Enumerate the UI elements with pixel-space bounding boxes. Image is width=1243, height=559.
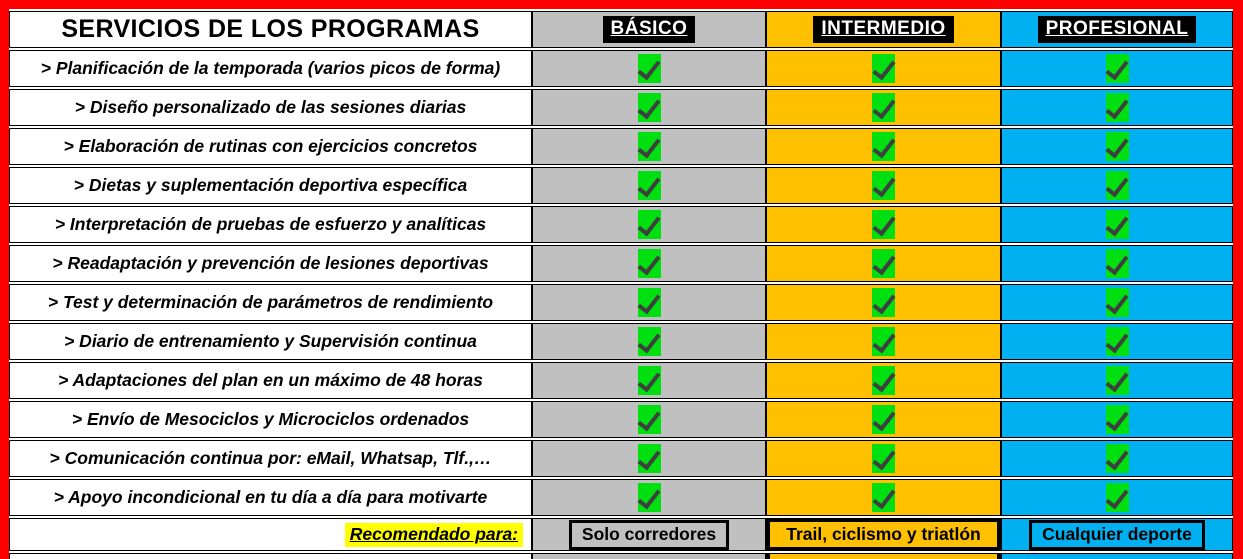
recommended-row	[9, 518, 1233, 551]
recommended-for-cell	[9, 518, 532, 551]
service-cell-profesional	[1001, 50, 1233, 87]
check-icon	[638, 327, 661, 356]
service-label: > Test y determinación de parámetros de rendimiento	[47, 292, 494, 312]
check-icon	[872, 249, 895, 278]
check-icon	[638, 405, 661, 434]
check-icon	[1106, 288, 1129, 317]
check-icon	[1106, 327, 1129, 356]
service-cell-basico	[532, 323, 766, 360]
service-label: > Interpretación de pruebas de esfuerzo y analíticas	[54, 214, 487, 234]
check-icon	[872, 132, 895, 161]
partial-cell-basico	[532, 553, 766, 559]
check-icon	[872, 210, 895, 239]
service-cell-profesional	[1001, 89, 1233, 126]
check-icon	[872, 444, 895, 473]
service-label-cell	[9, 284, 532, 321]
service-cell-profesional	[1001, 323, 1233, 360]
service-label-cell	[9, 50, 532, 87]
service-label-cell	[9, 479, 532, 516]
table-row	[9, 128, 1233, 165]
check-icon	[872, 288, 895, 317]
table-row	[9, 401, 1233, 438]
service-rows	[9, 50, 1233, 516]
table-row	[9, 440, 1233, 477]
table-row	[9, 284, 1233, 321]
service-cell-intermedio	[766, 323, 1001, 360]
partial-cell-intermedio	[766, 553, 1001, 559]
partial-bottom-row	[9, 553, 1233, 559]
recommendation-profesional: Cualquier deporte	[1029, 520, 1205, 550]
service-cell-profesional	[1001, 245, 1233, 282]
table-row	[9, 323, 1233, 360]
service-cell-profesional	[1001, 128, 1233, 165]
check-icon	[1106, 210, 1129, 239]
plan-header-intermedio: INTERMEDIO	[813, 16, 953, 43]
plan-column-intermedio	[766, 11, 1001, 48]
service-label-cell	[9, 245, 532, 282]
check-icon	[872, 327, 895, 356]
recommendation-basico: Solo corredores	[569, 520, 729, 550]
comparison-table	[9, 9, 1233, 559]
service-cell-intermedio	[766, 284, 1001, 321]
service-cell-basico	[532, 401, 766, 438]
service-label: > Envío de Mesociclos y Microciclos ordenados	[71, 409, 470, 429]
service-label-cell	[9, 362, 532, 399]
service-label: > Dietas y suplementación deportiva específica	[73, 175, 468, 195]
service-cell-profesional	[1001, 206, 1233, 243]
table-title: SERVICIOS DE LOS PROGRAMAS	[9, 11, 532, 48]
plan-column-profesional	[1001, 11, 1233, 48]
service-label-cell	[9, 128, 532, 165]
service-cell-intermedio	[766, 89, 1001, 126]
table-row	[9, 89, 1233, 126]
table-row	[9, 167, 1233, 204]
service-cell-basico	[532, 440, 766, 477]
service-label: > Diseño personalizado de las sesiones diarias	[74, 97, 467, 117]
check-icon	[638, 288, 661, 317]
plan-header-basico: BÁSICO	[603, 16, 696, 43]
recommendation-cell-intermedio	[766, 518, 1001, 551]
service-cell-basico	[532, 362, 766, 399]
check-icon	[638, 444, 661, 473]
service-label: > Adaptaciones del plan en un máximo de 48 horas	[58, 370, 483, 390]
recommendation-cell-profesional	[1001, 518, 1233, 551]
check-icon	[638, 483, 661, 512]
service-label: > Apoyo incondicional en tu día a día para motivarte	[53, 487, 488, 507]
table-row	[9, 479, 1233, 516]
check-icon	[872, 171, 895, 200]
service-cell-basico	[532, 206, 766, 243]
service-label: > Readaptación y prevención de lesiones deportivas	[52, 253, 489, 273]
plan-column-basico	[532, 11, 766, 48]
check-icon	[872, 483, 895, 512]
service-cell-basico	[532, 128, 766, 165]
service-label-cell	[9, 206, 532, 243]
service-cell-profesional	[1001, 440, 1233, 477]
header-row	[9, 11, 1233, 48]
service-cell-profesional	[1001, 401, 1233, 438]
service-cell-intermedio	[766, 440, 1001, 477]
check-icon	[1106, 54, 1129, 83]
table-row	[9, 206, 1233, 243]
recommendation-cell-basico	[532, 518, 766, 551]
check-icon	[1106, 366, 1129, 395]
service-label-cell	[9, 440, 532, 477]
check-icon	[1106, 132, 1129, 161]
check-icon	[638, 366, 661, 395]
service-cell-profesional	[1001, 167, 1233, 204]
service-cell-intermedio	[766, 206, 1001, 243]
service-label: > Comunicación continua por: eMail, Whatsap, Tlf.,…	[49, 448, 492, 468]
service-label-cell	[9, 167, 532, 204]
service-cell-basico	[532, 284, 766, 321]
service-cell-intermedio	[766, 401, 1001, 438]
check-icon	[638, 93, 661, 122]
service-cell-intermedio	[766, 479, 1001, 516]
check-icon	[1106, 93, 1129, 122]
check-icon	[872, 54, 895, 83]
recommended-for-label: Recomendado para:	[345, 523, 523, 547]
service-cell-basico	[532, 479, 766, 516]
check-icon	[638, 54, 661, 83]
service-cell-profesional	[1001, 362, 1233, 399]
table-row	[9, 362, 1233, 399]
service-cell-basico	[532, 245, 766, 282]
service-label-cell	[9, 401, 532, 438]
check-icon	[1106, 444, 1129, 473]
check-icon	[1106, 171, 1129, 200]
service-cell-basico	[532, 50, 766, 87]
check-icon	[638, 249, 661, 278]
service-cell-intermedio	[766, 50, 1001, 87]
table-row	[9, 50, 1233, 87]
service-cell-intermedio	[766, 245, 1001, 282]
service-label-cell	[9, 89, 532, 126]
check-icon	[1106, 405, 1129, 434]
service-label: > Planificación de la temporada (varios picos de forma)	[40, 58, 501, 78]
check-icon	[638, 210, 661, 239]
service-cell-basico	[532, 167, 766, 204]
check-icon	[872, 366, 895, 395]
service-label-cell	[9, 323, 532, 360]
table-row	[9, 245, 1233, 282]
service-cell-profesional	[1001, 479, 1233, 516]
service-cell-intermedio	[766, 362, 1001, 399]
plan-header-profesional: PROFESIONAL	[1038, 16, 1197, 43]
partial-cell-profesional	[1001, 553, 1233, 559]
service-label: > Diario de entrenamiento y Supervisión continua	[64, 331, 477, 351]
check-icon	[1106, 483, 1129, 512]
recommendation-intermedio: Trail, ciclismo y triatlón	[786, 524, 981, 544]
check-icon	[872, 93, 895, 122]
check-icon	[1106, 249, 1129, 278]
service-label: > Elaboración de rutinas con ejercicios concretos	[63, 136, 478, 156]
check-icon	[638, 171, 661, 200]
check-icon	[638, 132, 661, 161]
service-cell-intermedio	[766, 128, 1001, 165]
service-cell-basico	[532, 89, 766, 126]
service-cell-profesional	[1001, 284, 1233, 321]
check-icon	[872, 405, 895, 434]
partial-cell-services	[9, 553, 532, 559]
service-cell-intermedio	[766, 167, 1001, 204]
